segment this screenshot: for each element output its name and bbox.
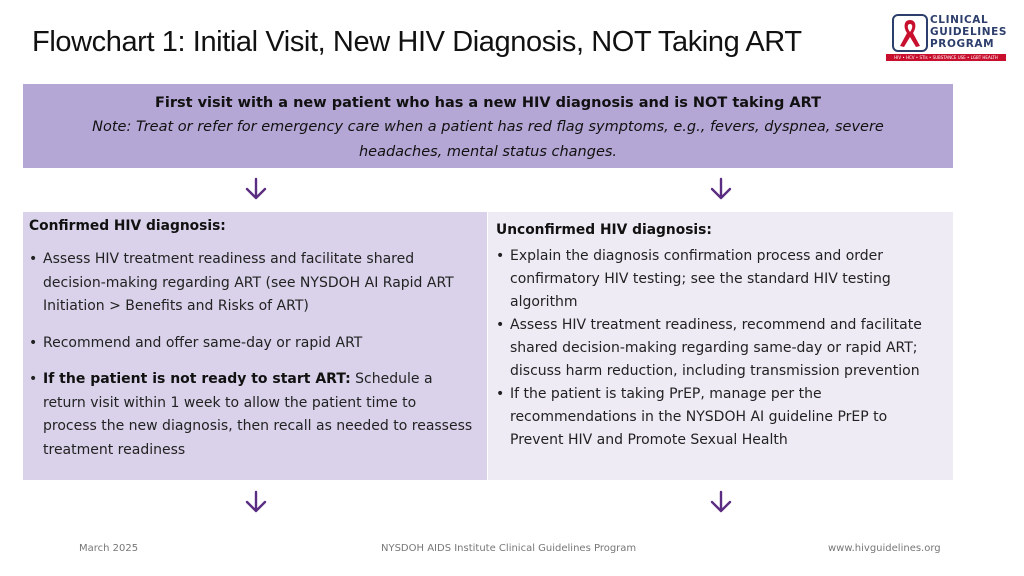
confirmed-diagnosis-title: Confirmed HIV diagnosis: xyxy=(29,218,226,234)
logo-line-3: PROGRAM xyxy=(930,38,995,50)
list-item: • Recommend and offer same-day or rapid ART xyxy=(29,332,473,356)
first-visit-heading: First visit with a new patient who has a new HIV diagnosis and is NOT taking ART xyxy=(154,95,822,111)
unconfirmed-diagnosis-panel xyxy=(488,212,953,480)
down-arrow-icon xyxy=(244,490,268,514)
list-item: • Assess HIV treatment readiness and facilitate shared decision-making regarding ART (see NYSDOH AI Rapid ART Initiation > Benefits and Risks of ART) xyxy=(29,248,473,319)
clinical-guidelines-program-logo xyxy=(884,12,1008,64)
confirmed-diagnosis-list xyxy=(29,248,473,462)
unconfirmed-diagnosis-title: Unconfirmed HIV diagnosis: xyxy=(496,222,712,238)
list-item: • If the patient is not ready to start ART: Schedule a return visit within 1 week to allow the patient time to process the new diagnosis, then recall as needed to reassess treatment readiness xyxy=(29,368,473,462)
down-arrow-icon xyxy=(244,177,268,201)
footer-date: March 2025 xyxy=(79,543,139,554)
slide-title: Flowchart 1: Initial Visit, New HIV Diagnosis, NOT Taking ART xyxy=(32,26,802,58)
footer-program: NYSDOH AIDS Institute Clinical Guidelines Program xyxy=(381,543,637,554)
logo-tagline: HIV • HCV • STIs • SUBSTANCE USE • LGBT HEALTH xyxy=(886,54,1006,61)
logo-wordmark xyxy=(930,14,1007,50)
first-visit-box xyxy=(23,84,953,168)
logo-line-1: CLINICAL xyxy=(930,14,989,26)
unconfirmed-diagnosis-list xyxy=(496,245,939,452)
down-arrow-icon xyxy=(709,177,733,201)
down-arrow-icon xyxy=(709,490,733,514)
list-item: • Assess HIV treatment readiness, recommend and facilitate shared decision-making regarding same-day or rapid ART; discuss harm reduction, including transmission prevention xyxy=(496,314,939,383)
list-item: • Explain the diagnosis confirmation process and order confirmatory HIV testing; see the standard HIV testing algorithm xyxy=(496,245,939,314)
footer-url: www.hivguidelines.org xyxy=(828,543,941,554)
red-ribbon-icon xyxy=(892,14,928,52)
emergency-care-note: Note: Treat or refer for emergency care when a patient has red flag symptoms, e.g., fevers, dyspnea, severe headaches, mental status changes. xyxy=(92,119,884,160)
confirmed-diagnosis-panel xyxy=(23,212,487,480)
list-item: • If the patient is taking PrEP, manage per the recommendations in the NYSDOH AI guideline PrEP to Prevent HIV and Promote Sexual Health xyxy=(496,383,939,452)
logo-line-2: GUIDELINES xyxy=(930,26,1008,38)
